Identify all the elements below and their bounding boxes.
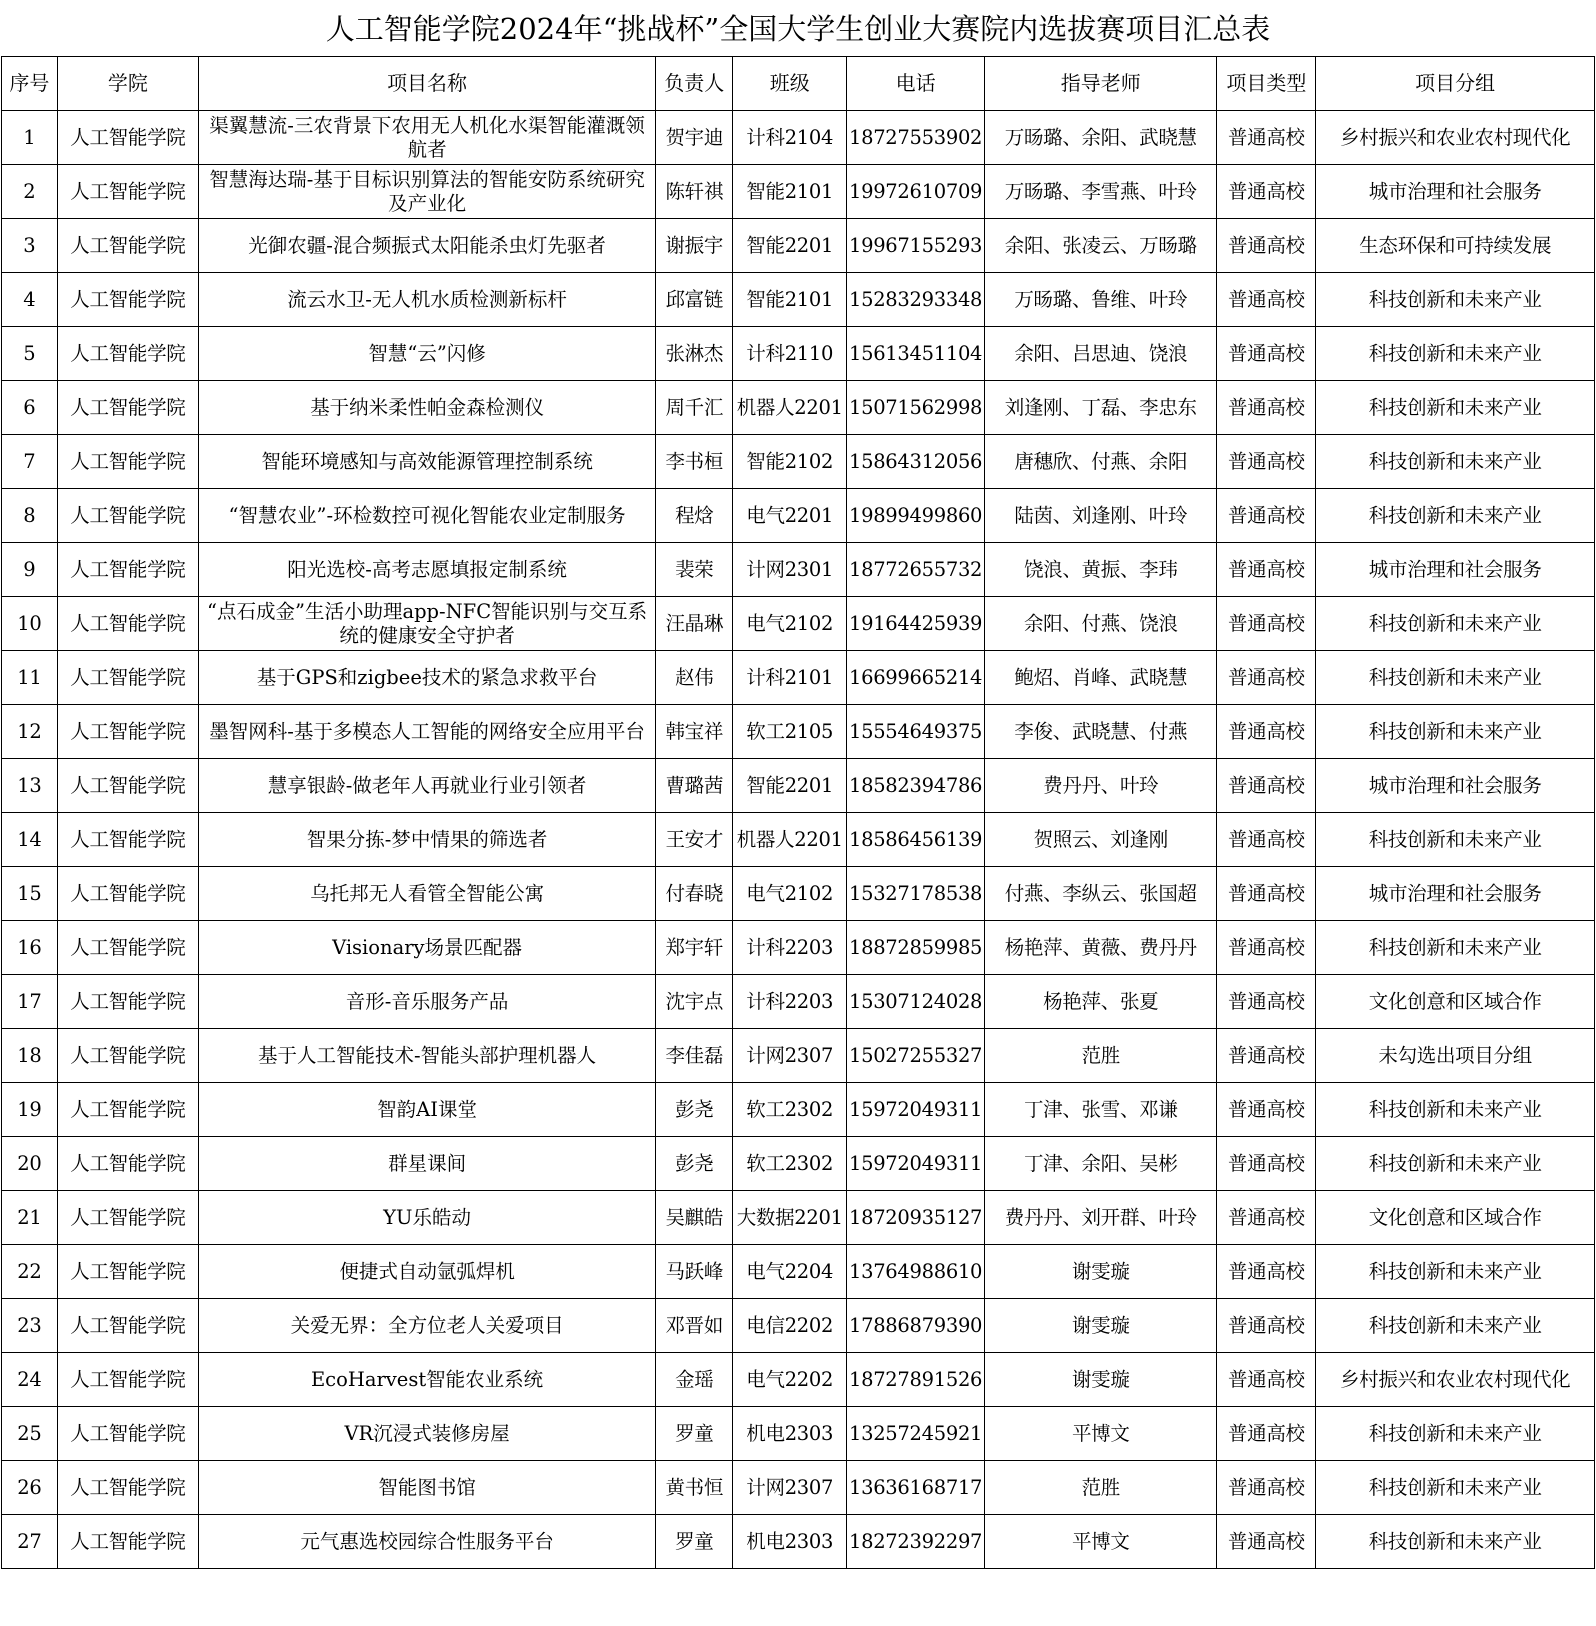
cell-leader: 金瑶 (656, 1353, 733, 1407)
cell-phone: 15864312056 (846, 435, 984, 489)
cell-advisors: 范胜 (985, 1029, 1217, 1083)
cell-advisors: 丁津、余阳、吴彬 (985, 1137, 1217, 1191)
cell-phone: 18586456139 (846, 813, 984, 867)
cell-project-type: 普通高校 (1217, 381, 1316, 435)
cell-index: 19 (2, 1083, 58, 1137)
cell-leader: 谢振宇 (656, 219, 733, 273)
cell-class: 计网2307 (733, 1029, 846, 1083)
cell-project-name: “智慧农业”-环检数控可视化智能农业定制服务 (199, 489, 656, 543)
cell-phone: 19899499860 (846, 489, 984, 543)
cell-leader: 马跃峰 (656, 1245, 733, 1299)
cell-class: 计科2110 (733, 327, 846, 381)
cell-college: 人工智能学院 (57, 543, 198, 597)
cell-phone: 19967155293 (846, 219, 984, 273)
cell-project-type: 普通高校 (1217, 111, 1316, 165)
cell-project-group: 城市治理和社会服务 (1316, 543, 1595, 597)
cell-index: 26 (2, 1461, 58, 1515)
table-row (2, 1191, 1595, 1245)
cell-advisors: 刘逢刚、丁磊、李忠东 (985, 381, 1217, 435)
cell-project-group: 未勾选出项目分组 (1316, 1029, 1595, 1083)
cell-project-name: YU乐皓动 (199, 1191, 656, 1245)
cell-index: 12 (2, 705, 58, 759)
cell-leader: 裴荣 (656, 543, 733, 597)
cell-phone: 18872859985 (846, 921, 984, 975)
cell-college: 人工智能学院 (57, 813, 198, 867)
cell-project-name: 智能环境感知与高效能源管理控制系统 (199, 435, 656, 489)
cell-project-type: 普通高校 (1217, 1245, 1316, 1299)
table-row (2, 867, 1595, 921)
cell-project-type: 普通高校 (1217, 1461, 1316, 1515)
table-row (2, 165, 1595, 219)
cell-advisors: 陆茵、刘逢刚、叶玲 (985, 489, 1217, 543)
cell-college: 人工智能学院 (57, 705, 198, 759)
cell-advisors: 贺照云、刘逢刚 (985, 813, 1217, 867)
cell-advisors: 谢雯璇 (985, 1245, 1217, 1299)
cell-project-group: 科技创新和未来产业 (1316, 1137, 1595, 1191)
cell-advisors: 平博文 (985, 1515, 1217, 1569)
cell-project-group: 文化创意和区域合作 (1316, 975, 1595, 1029)
cell-project-name: 基于GPS和zigbee技术的紧急求救平台 (199, 651, 656, 705)
cell-project-type: 普通高校 (1217, 651, 1316, 705)
cell-index: 17 (2, 975, 58, 1029)
cell-class: 智能2101 (733, 273, 846, 327)
cell-phone: 18272392297 (846, 1515, 984, 1569)
cell-class: 智能2102 (733, 435, 846, 489)
table-row (2, 543, 1595, 597)
header-college: 学院 (57, 57, 198, 111)
cell-project-group: 科技创新和未来产业 (1316, 1407, 1595, 1461)
cell-class: 电气2202 (733, 1353, 846, 1407)
cell-advisors: 谢雯璇 (985, 1353, 1217, 1407)
cell-project-group: 乡村振兴和农业农村现代化 (1316, 111, 1595, 165)
cell-project-type: 普通高校 (1217, 867, 1316, 921)
cell-index: 21 (2, 1191, 58, 1245)
cell-project-type: 普通高校 (1217, 219, 1316, 273)
cell-class: 软工2302 (733, 1137, 846, 1191)
cell-phone: 19164425939 (846, 597, 984, 651)
cell-college: 人工智能学院 (57, 651, 198, 705)
table-row (2, 975, 1595, 1029)
cell-index: 11 (2, 651, 58, 705)
cell-project-name: 音形-音乐服务产品 (199, 975, 656, 1029)
cell-project-group: 科技创新和未来产业 (1316, 273, 1595, 327)
cell-college: 人工智能学院 (57, 273, 198, 327)
cell-project-group: 城市治理和社会服务 (1316, 759, 1595, 813)
cell-leader: 邱富链 (656, 273, 733, 327)
cell-phone: 17886879390 (846, 1299, 984, 1353)
cell-project-type: 普通高校 (1217, 759, 1316, 813)
table-row (2, 219, 1595, 273)
cell-leader: 邓晋如 (656, 1299, 733, 1353)
table-row (2, 921, 1595, 975)
cell-leader: 贺宇迪 (656, 111, 733, 165)
table-row (2, 381, 1595, 435)
table-row (2, 1083, 1595, 1137)
cell-index: 24 (2, 1353, 58, 1407)
cell-project-name: 光御农疆-混合频振式太阳能杀虫灯先驱者 (199, 219, 656, 273)
table-row (2, 597, 1595, 651)
cell-college: 人工智能学院 (57, 327, 198, 381)
cell-project-name: “点石成金”生活小助理app-NFC智能识别与交互系统的健康安全守护者 (199, 597, 656, 651)
cell-project-group: 科技创新和未来产业 (1316, 327, 1595, 381)
cell-project-group: 生态环保和可持续发展 (1316, 219, 1595, 273)
cell-project-name: 智果分拣-梦中情果的筛选者 (199, 813, 656, 867)
cell-project-group: 文化创意和区域合作 (1316, 1191, 1595, 1245)
cell-project-type: 普通高校 (1217, 1515, 1316, 1569)
cell-project-name: Visionary场景匹配器 (199, 921, 656, 975)
cell-project-type: 普通高校 (1217, 921, 1316, 975)
cell-project-type: 普通高校 (1217, 489, 1316, 543)
cell-class: 机电2303 (733, 1515, 846, 1569)
cell-class: 机器人2201 (733, 381, 846, 435)
header-project-name: 项目名称 (199, 57, 656, 111)
sheet-title: 人工智能学院2024年“挑战杯”全国大学生创业大赛院内选拔赛项目汇总表 (325, 12, 1271, 46)
cell-leader: 李书桓 (656, 435, 733, 489)
cell-project-type: 普通高校 (1217, 975, 1316, 1029)
cell-advisors: 余阳、付燕、饶浪 (985, 597, 1217, 651)
table-row (2, 759, 1595, 813)
cell-college: 人工智能学院 (57, 1029, 198, 1083)
cell-advisors: 杨艳萍、黄薇、费丹丹 (985, 921, 1217, 975)
cell-project-name: 基于人工智能技术-智能头部护理机器人 (199, 1029, 656, 1083)
cell-project-group: 乡村振兴和农业农村现代化 (1316, 1353, 1595, 1407)
cell-project-type: 普通高校 (1217, 273, 1316, 327)
cell-project-group: 科技创新和未来产业 (1316, 651, 1595, 705)
cell-project-name: 群星课间 (199, 1137, 656, 1191)
header-leader: 负责人 (656, 57, 733, 111)
cell-leader: 付春晓 (656, 867, 733, 921)
cell-college: 人工智能学院 (57, 975, 198, 1029)
header-project-type: 项目类型 (1217, 57, 1316, 111)
cell-class: 机器人2201 (733, 813, 846, 867)
cell-class: 计科2203 (733, 975, 846, 1029)
cell-index: 2 (2, 165, 58, 219)
header-advisors: 指导老师 (985, 57, 1217, 111)
cell-phone: 15613451104 (846, 327, 984, 381)
table-row (2, 1515, 1595, 1569)
cell-project-name: EcoHarvest智能农业系统 (199, 1353, 656, 1407)
cell-project-name: 基于纳米柔性帕金森检测仪 (199, 381, 656, 435)
cell-phone: 18720935127 (846, 1191, 984, 1245)
cell-project-type: 普通高校 (1217, 1029, 1316, 1083)
cell-project-type: 普通高校 (1217, 1353, 1316, 1407)
cell-project-group: 科技创新和未来产业 (1316, 921, 1595, 975)
cell-index: 13 (2, 759, 58, 813)
cell-index: 8 (2, 489, 58, 543)
cell-project-type: 普通高校 (1217, 327, 1316, 381)
cell-college: 人工智能学院 (57, 1461, 198, 1515)
cell-college: 人工智能学院 (57, 1137, 198, 1191)
cell-leader: 罗童 (656, 1515, 733, 1569)
cell-phone: 15327178538 (846, 867, 984, 921)
cell-college: 人工智能学院 (57, 867, 198, 921)
table-row (2, 705, 1595, 759)
cell-college: 人工智能学院 (57, 1299, 198, 1353)
cell-project-name: 智慧海达瑞-基于目标识别算法的智能安防系统研究及产业化 (199, 165, 656, 219)
cell-index: 22 (2, 1245, 58, 1299)
cell-phone: 15972049311 (846, 1083, 984, 1137)
header-class: 班级 (733, 57, 846, 111)
cell-college: 人工智能学院 (57, 165, 198, 219)
cell-leader: 程焓 (656, 489, 733, 543)
cell-index: 16 (2, 921, 58, 975)
cell-college: 人工智能学院 (57, 1515, 198, 1569)
cell-leader: 王安才 (656, 813, 733, 867)
cell-class: 电信2202 (733, 1299, 846, 1353)
cell-project-name: 关爱无界：全方位老人关爱项目 (199, 1299, 656, 1353)
cell-project-group: 科技创新和未来产业 (1316, 705, 1595, 759)
cell-class: 计科2101 (733, 651, 846, 705)
cell-advisors: 谢雯璇 (985, 1299, 1217, 1353)
cell-index: 14 (2, 813, 58, 867)
cell-college: 人工智能学院 (57, 489, 198, 543)
cell-project-type: 普通高校 (1217, 1299, 1316, 1353)
table-row (2, 327, 1595, 381)
cell-leader: 张淋杰 (656, 327, 733, 381)
header-row (2, 57, 1595, 111)
cell-leader: 曹璐茜 (656, 759, 733, 813)
cell-advisors: 平博文 (985, 1407, 1217, 1461)
cell-index: 7 (2, 435, 58, 489)
cell-leader: 李佳磊 (656, 1029, 733, 1083)
cell-phone: 18727553902 (846, 111, 984, 165)
cell-college: 人工智能学院 (57, 921, 198, 975)
cell-class: 电气2201 (733, 489, 846, 543)
cell-phone: 13257245921 (846, 1407, 984, 1461)
cell-leader: 黄书恒 (656, 1461, 733, 1515)
cell-phone: 18772655732 (846, 543, 984, 597)
cell-index: 15 (2, 867, 58, 921)
cell-class: 智能2201 (733, 759, 846, 813)
table-body (2, 111, 1595, 1569)
table-row (2, 435, 1595, 489)
cell-leader: 韩宝祥 (656, 705, 733, 759)
cell-index: 1 (2, 111, 58, 165)
cell-project-group: 科技创新和未来产业 (1316, 813, 1595, 867)
cell-project-type: 普通高校 (1217, 705, 1316, 759)
cell-advisors: 万旸璐、李雪燕、叶玲 (985, 165, 1217, 219)
cell-project-type: 普通高校 (1217, 597, 1316, 651)
cell-leader: 汪晶琳 (656, 597, 733, 651)
table-row (2, 1299, 1595, 1353)
cell-project-name: 渠翼慧流-三农背景下农用无人机化水渠智能灌溉领航者 (199, 111, 656, 165)
cell-college: 人工智能学院 (57, 111, 198, 165)
cell-advisors: 付燕、李纵云、张国超 (985, 867, 1217, 921)
cell-college: 人工智能学院 (57, 759, 198, 813)
cell-class: 大数据2201 (733, 1191, 846, 1245)
header-project-group: 项目分组 (1316, 57, 1595, 111)
cell-phone: 18727891526 (846, 1353, 984, 1407)
cell-class: 智能2201 (733, 219, 846, 273)
cell-index: 18 (2, 1029, 58, 1083)
cell-project-group: 科技创新和未来产业 (1316, 597, 1595, 651)
cell-project-type: 普通高校 (1217, 1137, 1316, 1191)
cell-advisors: 李俊、武晓慧、付燕 (985, 705, 1217, 759)
cell-project-group: 科技创新和未来产业 (1316, 489, 1595, 543)
cell-phone: 15307124028 (846, 975, 984, 1029)
table-row (2, 489, 1595, 543)
cell-project-name: 智能图书馆 (199, 1461, 656, 1515)
cell-project-type: 普通高校 (1217, 543, 1316, 597)
cell-leader: 周千汇 (656, 381, 733, 435)
cell-project-type: 普通高校 (1217, 435, 1316, 489)
cell-phone: 13636168717 (846, 1461, 984, 1515)
cell-project-name: 智慧“云”闪修 (199, 327, 656, 381)
table-row (2, 1245, 1595, 1299)
project-table (1, 56, 1595, 1569)
table-row (2, 1353, 1595, 1407)
table-row (2, 1137, 1595, 1191)
cell-project-group: 城市治理和社会服务 (1316, 165, 1595, 219)
cell-college: 人工智能学院 (57, 597, 198, 651)
table-row (2, 1407, 1595, 1461)
table-row (2, 273, 1595, 327)
cell-college: 人工智能学院 (57, 1191, 198, 1245)
cell-leader: 郑宇轩 (656, 921, 733, 975)
cell-project-group: 科技创新和未来产业 (1316, 1461, 1595, 1515)
cell-project-type: 普通高校 (1217, 165, 1316, 219)
cell-advisors: 饶浪、黄振、李玮 (985, 543, 1217, 597)
cell-project-name: 元气惠选校园综合性服务平台 (199, 1515, 656, 1569)
cell-leader: 彭尧 (656, 1137, 733, 1191)
cell-phone: 15554649375 (846, 705, 984, 759)
cell-index: 6 (2, 381, 58, 435)
cell-project-group: 科技创新和未来产业 (1316, 1299, 1595, 1353)
cell-class: 软工2302 (733, 1083, 846, 1137)
cell-project-group: 科技创新和未来产业 (1316, 435, 1595, 489)
cell-class: 计网2307 (733, 1461, 846, 1515)
table-row (2, 813, 1595, 867)
table-row (2, 111, 1595, 165)
cell-advisors: 杨艳萍、张夏 (985, 975, 1217, 1029)
cell-leader: 吴麒皓 (656, 1191, 733, 1245)
cell-project-name: 阳光选校-高考志愿填报定制系统 (199, 543, 656, 597)
cell-project-group: 科技创新和未来产业 (1316, 1515, 1595, 1569)
cell-college: 人工智能学院 (57, 435, 198, 489)
cell-project-name: 便捷式自动氩弧焊机 (199, 1245, 656, 1299)
cell-index: 5 (2, 327, 58, 381)
cell-leader: 沈宇点 (656, 975, 733, 1029)
header-index: 序号 (2, 57, 58, 111)
cell-advisors: 丁津、张雪、邓谦 (985, 1083, 1217, 1137)
cell-class: 电气2102 (733, 597, 846, 651)
table-row (2, 651, 1595, 705)
table-row (2, 1461, 1595, 1515)
cell-class: 软工2105 (733, 705, 846, 759)
cell-index: 3 (2, 219, 58, 273)
cell-leader: 陈轩祺 (656, 165, 733, 219)
cell-leader: 赵伟 (656, 651, 733, 705)
cell-project-name: 智韵AI课堂 (199, 1083, 656, 1137)
cell-advisors: 唐穗欣、付燕、余阳 (985, 435, 1217, 489)
cell-project-name: 流云水卫-无人机水质检测新标杆 (199, 273, 656, 327)
cell-advisors: 费丹丹、刘开群、叶玲 (985, 1191, 1217, 1245)
cell-leader: 罗童 (656, 1407, 733, 1461)
cell-index: 4 (2, 273, 58, 327)
table-row (2, 1029, 1595, 1083)
cell-advisors: 万旸璐、余阳、武晓慧 (985, 111, 1217, 165)
cell-college: 人工智能学院 (57, 1083, 198, 1137)
cell-index: 23 (2, 1299, 58, 1353)
cell-college: 人工智能学院 (57, 1353, 198, 1407)
cell-class: 智能2101 (733, 165, 846, 219)
cell-class: 电气2204 (733, 1245, 846, 1299)
cell-college: 人工智能学院 (57, 1245, 198, 1299)
cell-project-group: 城市治理和社会服务 (1316, 867, 1595, 921)
cell-phone: 16699665214 (846, 651, 984, 705)
cell-phone: 19972610709 (846, 165, 984, 219)
cell-phone: 15071562998 (846, 381, 984, 435)
cell-college: 人工智能学院 (57, 219, 198, 273)
cell-class: 计网2301 (733, 543, 846, 597)
cell-leader: 彭尧 (656, 1083, 733, 1137)
cell-class: 计科2203 (733, 921, 846, 975)
cell-class: 计科2104 (733, 111, 846, 165)
header-phone: 电话 (846, 57, 984, 111)
cell-index: 10 (2, 597, 58, 651)
cell-project-type: 普通高校 (1217, 1407, 1316, 1461)
cell-class: 电气2102 (733, 867, 846, 921)
cell-phone: 15027255327 (846, 1029, 984, 1083)
cell-college: 人工智能学院 (57, 381, 198, 435)
cell-advisors: 范胜 (985, 1461, 1217, 1515)
cell-index: 27 (2, 1515, 58, 1569)
cell-phone: 18582394786 (846, 759, 984, 813)
cell-index: 9 (2, 543, 58, 597)
cell-project-name: 乌托邦无人看管全智能公寓 (199, 867, 656, 921)
cell-project-type: 普通高校 (1217, 1083, 1316, 1137)
cell-project-type: 普通高校 (1217, 1191, 1316, 1245)
cell-index: 25 (2, 1407, 58, 1461)
cell-project-group: 科技创新和未来产业 (1316, 1245, 1595, 1299)
cell-project-type: 普通高校 (1217, 813, 1316, 867)
cell-college: 人工智能学院 (57, 1407, 198, 1461)
cell-advisors: 余阳、张凌云、万旸璐 (985, 219, 1217, 273)
cell-phone: 15283293348 (846, 273, 984, 327)
cell-project-name: 慧享银龄-做老年人再就业行业引领者 (199, 759, 656, 813)
cell-project-group: 科技创新和未来产业 (1316, 381, 1595, 435)
cell-advisors: 余阳、吕思迪、饶浪 (985, 327, 1217, 381)
cell-project-name: 墨智网科-基于多模态人工智能的网络安全应用平台 (199, 705, 656, 759)
cell-advisors: 万旸璐、鲁维、叶玲 (985, 273, 1217, 327)
cell-class: 机电2303 (733, 1407, 846, 1461)
cell-phone: 15972049311 (846, 1137, 984, 1191)
cell-advisors: 费丹丹、叶玲 (985, 759, 1217, 813)
cell-advisors: 鲍炤、肖峰、武晓慧 (985, 651, 1217, 705)
cell-project-group: 科技创新和未来产业 (1316, 1083, 1595, 1137)
cell-project-name: VR沉浸式装修房屋 (199, 1407, 656, 1461)
cell-phone: 13764988610 (846, 1245, 984, 1299)
cell-index: 20 (2, 1137, 58, 1191)
